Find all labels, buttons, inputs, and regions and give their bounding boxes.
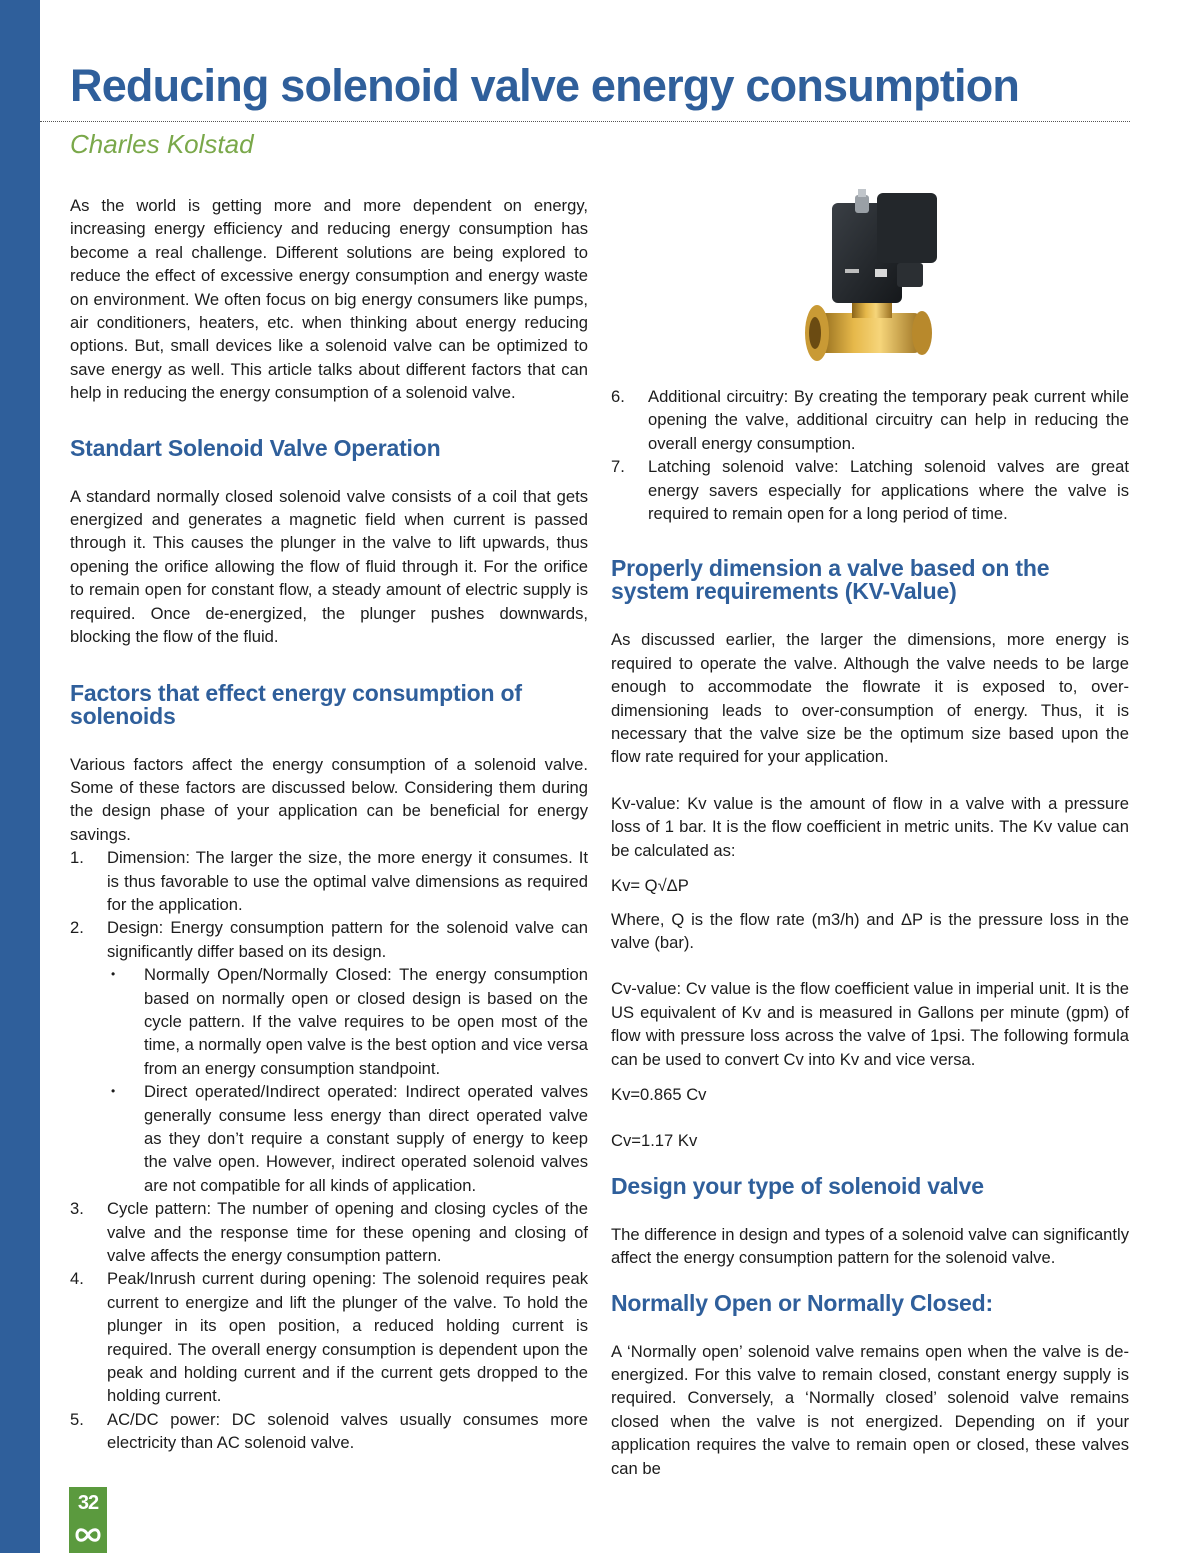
title-divider (40, 121, 1130, 122)
list-item-text: Cycle pattern: The number of opening and closing cycles of the valve and the response time for these opening and closing of valve affects the energy consumption pattern. (107, 1199, 588, 1266)
list-item (611, 385, 1129, 455)
side-color-bar (0, 0, 40, 1553)
list-item (70, 846, 588, 916)
dimension-paragraph: As discussed earlier, the larger the dimensions, more energy is required to operate the valve. Although the valve needs to be large enough to accommodate the flowrate it is exposed to, over-dimensioning leads to over-consumption of energy. Thus, it is necessary that the valve size be the optimum size based upon the flow rate required for your application. (611, 630, 1129, 767)
solenoid-valve-image (797, 183, 947, 379)
list-item (70, 1267, 588, 1407)
article-title: Reducing solenoid valve energy consumption (70, 60, 1020, 111)
article-author: Charles Kolstad (70, 129, 254, 159)
where-paragraph: Where, Q is the flow rate (m3/h) and ΔP is the pressure loss in the valve (bar). (611, 909, 1129, 952)
page-number: 32 (77, 1492, 99, 1514)
list-item-text: Latching solenoid valve: Latching solenoid valves are great energy savers especially for applications where the valve is required to remain open for a long period of time. (648, 457, 1129, 524)
list-number: 6. (611, 387, 625, 406)
standard-operation-paragraph: A standard normally closed solenoid valve consists of a coil that gets energized and generates a magnetic field when current is passed through it. This causes the plunger in the valve to lift upwards, thus opening the orifice allowing the flow of fluid through it. For the orifice to remain open for constant flow, a steady amount of electric supply is required. Once de-energized, the plunger pushes downwards, blocking the flow of the fluid. (70, 486, 588, 647)
bullet-marker: • (111, 967, 116, 982)
cv-paragraph: Cv-value: Cv value is the flow coefficient value in imperial unit. It is the US equivalent of Kv and is measured in Gallons per minute (gpm) of flow with pressure loss across the valve of 1psi. The following formula can be used to convert Cv into Kv and vice versa. (611, 979, 1129, 1069)
factors-intro-paragraph: Various factors affect the energy consumption of a solenoid valve. Some of these factors are discussed below. Considering them during the design phase of your application can be beneficial for energy savings. (70, 754, 588, 844)
heading-design: Design your type of solenoid valve (611, 1172, 984, 1199)
bullet-marker: • (111, 1084, 116, 1099)
list-number: 1. (70, 848, 84, 868)
factors-list (70, 846, 588, 1455)
sublist-item-text: Direct operated/Indirect operated: Indirect operated valves generally consume less energy than direct operated valve as they don’t require a constant supply of energy to keep the valve open. However, indirect operated solenoid valves are not compatible for all kinds of application. (144, 1082, 588, 1195)
heading-dimension: Properly dimension a valve based on the system requirements (KV-Value) (611, 555, 1050, 605)
list-item-text: Dimension: The larger the size, the more energy it consumes. It is thus favorable to use the optimal valve dimensions as required for the application. (107, 848, 588, 914)
kv-formula: Kv= Q√ΔP (611, 876, 689, 896)
list-number: 7. (611, 457, 625, 477)
list-item-text: Peak/Inrush current during opening: The solenoid requires peak current to energize and lift the plunger of the valve. To hold the plunger in its open position, a reduced holding current is required. The overall energy consumption is dependent upon the peak and holding current and if the current gets dropped to the holding current. (107, 1269, 588, 1406)
list-item-text: Design: Energy consumption pattern for the solenoid valve can significantly differ based on its design. (107, 918, 588, 961)
infinity-logo-icon (74, 1525, 102, 1545)
kv-paragraph: Kv-value: Kv value is the amount of flow in a valve with a pressure loss of 1 bar. It is the flow coefficient in metric units. The Kv value can be calculated as: (611, 793, 1129, 860)
normally-open-paragraph: A ‘Normally open’ solenoid valve remains open when the valve is de-energized. For this valve to remain closed, constant energy supply is required. Conversely, a ‘Normally closed’ solenoid valve remains closed when the valve is not energized. Depending on if your application requires the valve to remain open or closed, these valves can be (611, 1341, 1129, 1478)
factors-list-continued (611, 385, 1129, 525)
list-item (70, 1408, 588, 1455)
sublist-item-text: Normally Open/Normally Closed: The energy consumption based on normally open or closed design is based on the cycle pattern. If the valve requires to be open most of the time, a normally open valve is the best option and vice versa from an energy consumption standpoint. (144, 965, 588, 1078)
list-item (70, 1197, 588, 1267)
list-number: 2. (70, 918, 84, 938)
page-number-badge (69, 1487, 107, 1553)
left-column (70, 194, 588, 1455)
heading-standard-operation: Standart Solenoid Valve Operation (70, 434, 441, 461)
design-paragraph: The difference in design and types of a solenoid valve can significantly affect the energy consumption pattern for the solenoid valve. (611, 1224, 1129, 1268)
list-number: 5. (70, 1409, 84, 1429)
sublist-item (107, 1080, 588, 1197)
list-number: 4. (70, 1269, 84, 1289)
list-item-text: Additional circuitry: By creating the temporary peak current while opening the valve, additional circuitry can help in reducing the overall energy consumption. (648, 387, 1129, 453)
list-item (70, 916, 588, 1197)
cv-kv-formula: Cv=1.17 Kv (611, 1131, 698, 1151)
list-item-text: AC/DC power: DC solenoid valves usually consumes more electricity than AC solenoid valve. (107, 1409, 588, 1453)
kv-cv-formula: Kv=0.865 Cv (611, 1084, 707, 1104)
heading-factors: Factors that effect energy consumption of solenoids (70, 679, 522, 729)
list-number: 3. (70, 1199, 84, 1219)
right-column (611, 183, 1129, 1480)
intro-paragraph: As the world is getting more and more dependent on energy, increasing energy efficiency and reducing energy consumption has become a real challenge. Different solutions are being explored to reduce the effect of excessive energy consumption and energy waste on environment. We often focus on big energy consumers like pumps, air conditioners, heaters, etc. when thinking about energy reducing options. But, small devices like a solenoid valve can be optimized to save energy as well. This article talks about different factors that can help in reducing the energy consumption of a solenoid valve. (70, 196, 588, 403)
sublist-item (107, 963, 588, 1080)
heading-normally-open: Normally Open or Normally Closed: (611, 1289, 993, 1316)
design-sublist (107, 963, 588, 1197)
list-item (611, 455, 1129, 525)
